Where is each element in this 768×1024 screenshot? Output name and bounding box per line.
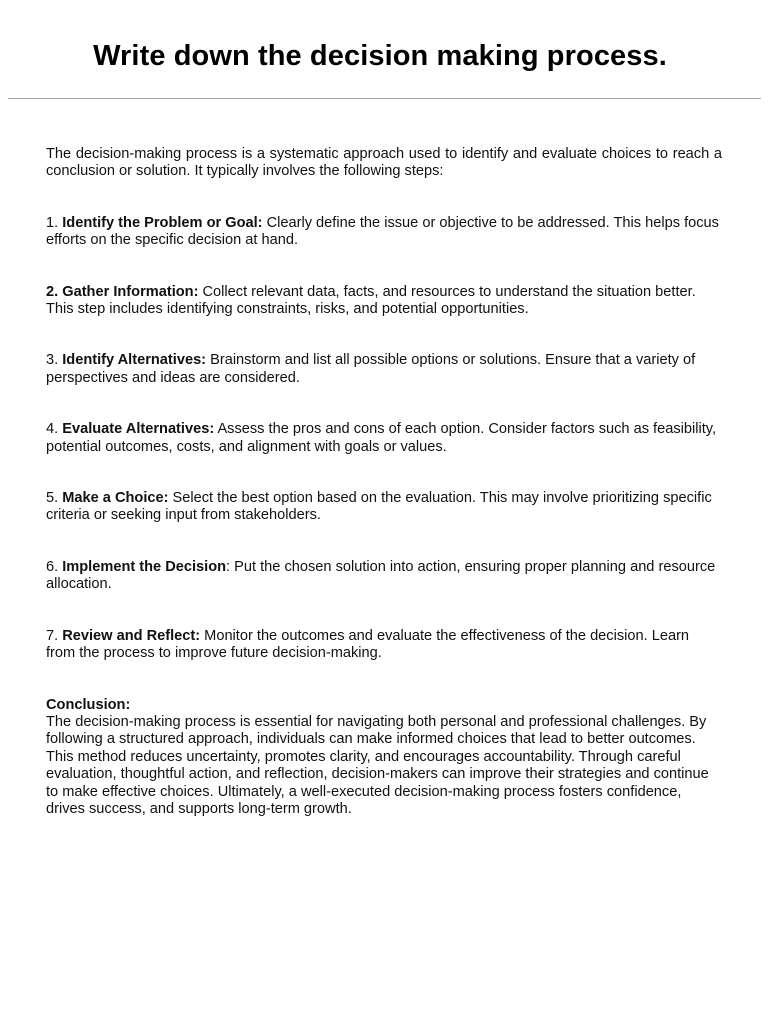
- conclusion-heading: Conclusion:: [46, 696, 131, 713]
- step-text: Brainstorm and list all possible options or solutions. Ensure that a variety of perspectives and ideas are considered.: [46, 352, 696, 386]
- step-number: 2.: [46, 283, 59, 300]
- conclusion-text: The decision-making process is essential for navigating both personal and professional challenges. By following a structured approach, individuals can make informed choices that lead to better outcomes. This method reduces uncertainty, promotes clarity, and encourages accountability. Through careful evaluation, thoughtful action, and reflection, decision-makers can improve their strategies and continue to make effective choices. Ultimately, a well-executed decision-making process fosters confidence, drives success, and supports long-term growth.: [46, 713, 709, 817]
- step-number: 3.: [46, 352, 59, 369]
- step-text: Monitor the outcomes and evaluate the effectiveness of the decision. Learn from the process to improve future decision-making.: [46, 627, 690, 662]
- step-label: Gather Information:: [62, 283, 199, 300]
- conclusion-section: [46, 697, 722, 819]
- step-number: 5.: [46, 490, 59, 507]
- step-1: [46, 215, 722, 250]
- step-label: Make a Choice:: [62, 490, 169, 507]
- intro-paragraph: The decision-making process is a systematic approach used to identify and evaluate choices to reach a conclusion or solution. It typically involves the following steps:: [46, 146, 722, 180]
- step-label: Review and Reflect:: [62, 627, 201, 644]
- step-number: 4.: [46, 421, 59, 438]
- page-title: Write down the decision making process.: [93, 40, 667, 72]
- step-number: 6.: [46, 558, 59, 575]
- step-number: 7.: [46, 627, 59, 644]
- step-label: Identify Alternatives:: [62, 352, 207, 369]
- step-text: Assess the pros and cons of each option. Consider factors such as feasibility, potential outcomes, costs, and alignment with goals or values.: [46, 421, 717, 455]
- step-label: Implement the Decision: [62, 558, 227, 575]
- document-body: [46, 146, 722, 818]
- step-label: Evaluate Alternatives:: [62, 421, 215, 438]
- step-label: Identify the Problem or Goal:: [62, 214, 263, 231]
- title-divider: [8, 98, 761, 99]
- step-3: [46, 352, 722, 387]
- step-text: Collect relevant data, facts, and resources to understand the situation better. This step includes identifying constraints, risks, and potential opportunities.: [46, 283, 696, 318]
- step-number: 1.: [46, 214, 59, 231]
- step-text: Clearly define the issue or objective to be addressed. This helps focus efforts on the specific decision at hand.: [46, 214, 719, 249]
- step-2: [46, 284, 722, 319]
- step-text: : Put the chosen solution into action, ensuring proper planning and resource allocation.: [46, 558, 716, 593]
- step-6: [46, 559, 722, 594]
- step-5: [46, 490, 722, 525]
- step-7: [46, 628, 722, 663]
- step-4: [46, 421, 722, 456]
- step-text: Select the best option based on the evaluation. This may involve prioritizing specific criteria or seeking input from stakeholders.: [46, 490, 712, 524]
